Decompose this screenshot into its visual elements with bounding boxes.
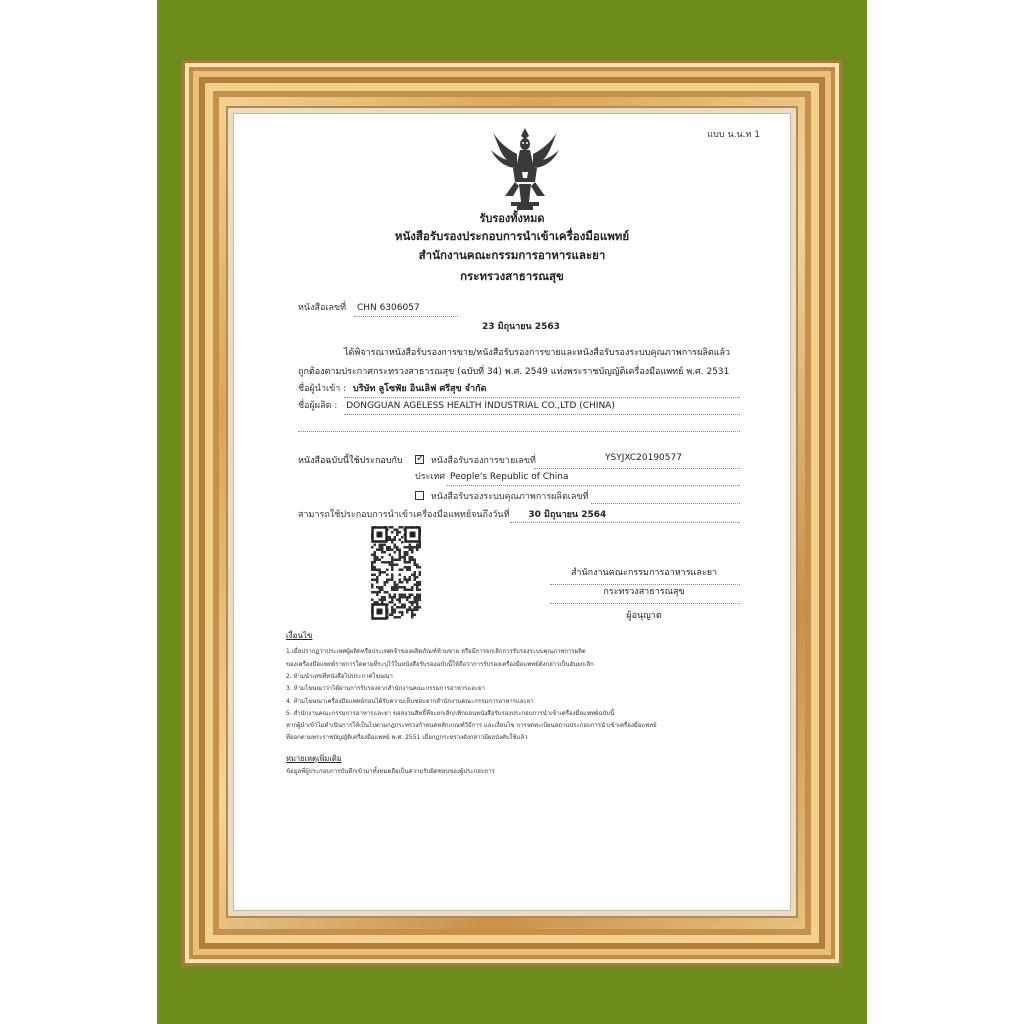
right-margin: [867, 0, 1024, 1024]
title-approved-all: รับรองทั้งหมด: [479, 212, 545, 225]
quality-cert-label: หนังสือรับรองระบบคุณภาพการผลิตเลขที่: [430, 492, 589, 502]
valid-until-underline: [510, 522, 740, 523]
country-value: People's Republic of China: [449, 472, 569, 482]
importer-row: [298, 384, 486, 396]
qr-code-icon: [371, 526, 421, 620]
sales-cert-option: [415, 455, 536, 468]
left-margin: [0, 0, 157, 1024]
valid-until-value: 30 มิถุนายน 2564: [528, 510, 607, 520]
country-underline: [447, 485, 740, 486]
signer-role: ผู้อนุญาต: [626, 611, 662, 621]
sales-cert-checkbox[interactable]: [415, 455, 424, 464]
manufacturer-row: [298, 401, 615, 413]
condition-item: ของเครื่องมือแพทย์รายการใดตามที่ระบุไว้ในหนังสือรับรองฉบับนี้ให้ถือว่าการรับรองเครื่องมือแพทย์ดังกล่าวเป็นอันยกเลิก: [286, 660, 594, 668]
sales-cert-number: YSYJXC20190577: [605, 453, 682, 463]
signature-line-1: [550, 584, 740, 585]
quality-cert-option: [415, 491, 588, 504]
sales-cert-underline: [534, 468, 740, 469]
condition-item: ที่ออกตามพระราชบัญญัติเครื่องมือแพทย์ พ.ศ. 2551 เมื่อกฎกระทรวงดังกล่าวมีผลบังคับใช้แล้ว: [286, 734, 528, 742]
manufacturer-underline-2: [298, 431, 740, 432]
doc-number-label: หนังสือเลขที่: [298, 303, 347, 313]
condition-item: 1.เมื่อปรากฏว่าประเทศผู้ผลิตหรือประเทศเจ้าของผลิตภัณฑ์ห้ามขาย หรือมีการยกเลิกการรับรองระบบคุณภาพการผลิต: [286, 648, 586, 656]
doc-number-value: CHN 6306057: [356, 303, 420, 313]
signer-ministry: กระทรวงสาธารณสุข: [603, 587, 685, 597]
doc-number-row: [298, 303, 420, 315]
used-with-label: หนังสือฉบับนี้ใช้ประกอบกับ: [298, 456, 403, 466]
valid-until-row: [298, 510, 606, 522]
quality-cert-underline: [591, 503, 740, 504]
signer-agency: สำนักงานคณะกรรมการอาหารและยา: [570, 568, 718, 578]
condition-item: 3. ห้ามโฆษณาว่าได้ผ่านการรับรองจากสำนักงานคณะกรรมการอาหารและยา: [286, 685, 486, 693]
conditions-heading: เงื่อนไข: [286, 631, 313, 640]
condition-item: หากผู้นำเข้าไม่ดำเนินการให้เป็นไปตามกฎกระทรวงกำหนดหลักเกณฑ์วิธีการ และเงื่อนไข การจดทะเบียนสถานประกอบการนำเข้าเครื่องมือแพทย์: [286, 722, 657, 730]
manufacturer-underline: [344, 414, 740, 415]
importer-underline: [344, 397, 740, 398]
quality-cert-checkbox[interactable]: [415, 491, 424, 500]
doc-number-underline: [354, 316, 458, 317]
valid-until-label: สามารถใช้ประกอบการนำเข้าเครื่องมือแพทย์จนถึงวันที่: [298, 510, 510, 520]
importer-label: ชื่อผู้นำเข้า :: [298, 384, 347, 394]
note-heading: หมายเหตุเพิ่มเติม: [286, 753, 342, 763]
certificate-title: [234, 212, 790, 284]
condition-item: 4. ห้ามโฆษณาเครื่องมือแพทย์ก่อนได้รับความเห็นชอบจากสำนักงานคณะกรรมการอาหารและยา: [286, 697, 534, 705]
title-agency: สำนักงานคณะกรรมการอาหารและยา: [418, 248, 606, 263]
manufacturer-value: DONGGUAN AGELESS HEALTH INDUSTRIAL CO.,LTD (CHINA): [346, 401, 615, 411]
title-ministry: กระทรวงสาธารณสุข: [460, 269, 564, 284]
conditions-section: [286, 630, 716, 780]
certificate-document: [233, 113, 791, 911]
manufacturer-label: ชื่อผู้ผลิต :: [298, 401, 338, 411]
title-certificate-name: หนังสือรับรองประกอบการนำเข้าเครื่องมือแพทย์: [394, 229, 630, 244]
country-row: [415, 472, 568, 484]
sales-cert-label: หนังสือรับรองการขายเลขที่: [430, 456, 536, 466]
condition-item: 5. สำนักงานคณะกรรมการอาหารและยา ขอสงวนสิทธิ์ที่จะยกเลิก/เพิกถอนหนังสือรับรองประกอบการนำเข้าเครื่องมือแพทย์ฉบับนี้: [286, 709, 615, 717]
garuda-emblem-icon: [487, 124, 563, 212]
country-label: ประเทศ: [415, 472, 446, 482]
intro-line-1: ได้พิจารณาหนังสือรับรองการขาย/หนังสือรับรองการขายและหนังสือรับรองระบบคุณภาพการผลิตแล้ว: [344, 348, 731, 358]
condition-item: 2. ห้ามนำเลขที่หนังสือไปประกาศโฆษณา: [286, 672, 393, 680]
note-text: ข้อมูลที่ผู้ประกอบการบันทึกเข้ามาทั้งหมดถือเป็นความรับผิดชอบของผู้ประกอบการ: [286, 768, 495, 776]
intro-line-2: ถูกต้องตามประกาศกระทรวงสาธารณสุข (ฉบับที่ 34) พ.ศ. 2549 แห่งพระราชบัญญัติเครื่องมือแพทย์ พ.ศ. 2531: [298, 367, 730, 377]
issue-date: 23 มิถุนายน 2563: [482, 322, 560, 332]
importer-value: บริษัท ลูโซฟัย อินเลิฟ ศรีสุข จำกัด: [353, 384, 487, 394]
form-code: แบบ น.น.ท 1: [707, 130, 760, 140]
signature-line-2: [550, 603, 740, 604]
